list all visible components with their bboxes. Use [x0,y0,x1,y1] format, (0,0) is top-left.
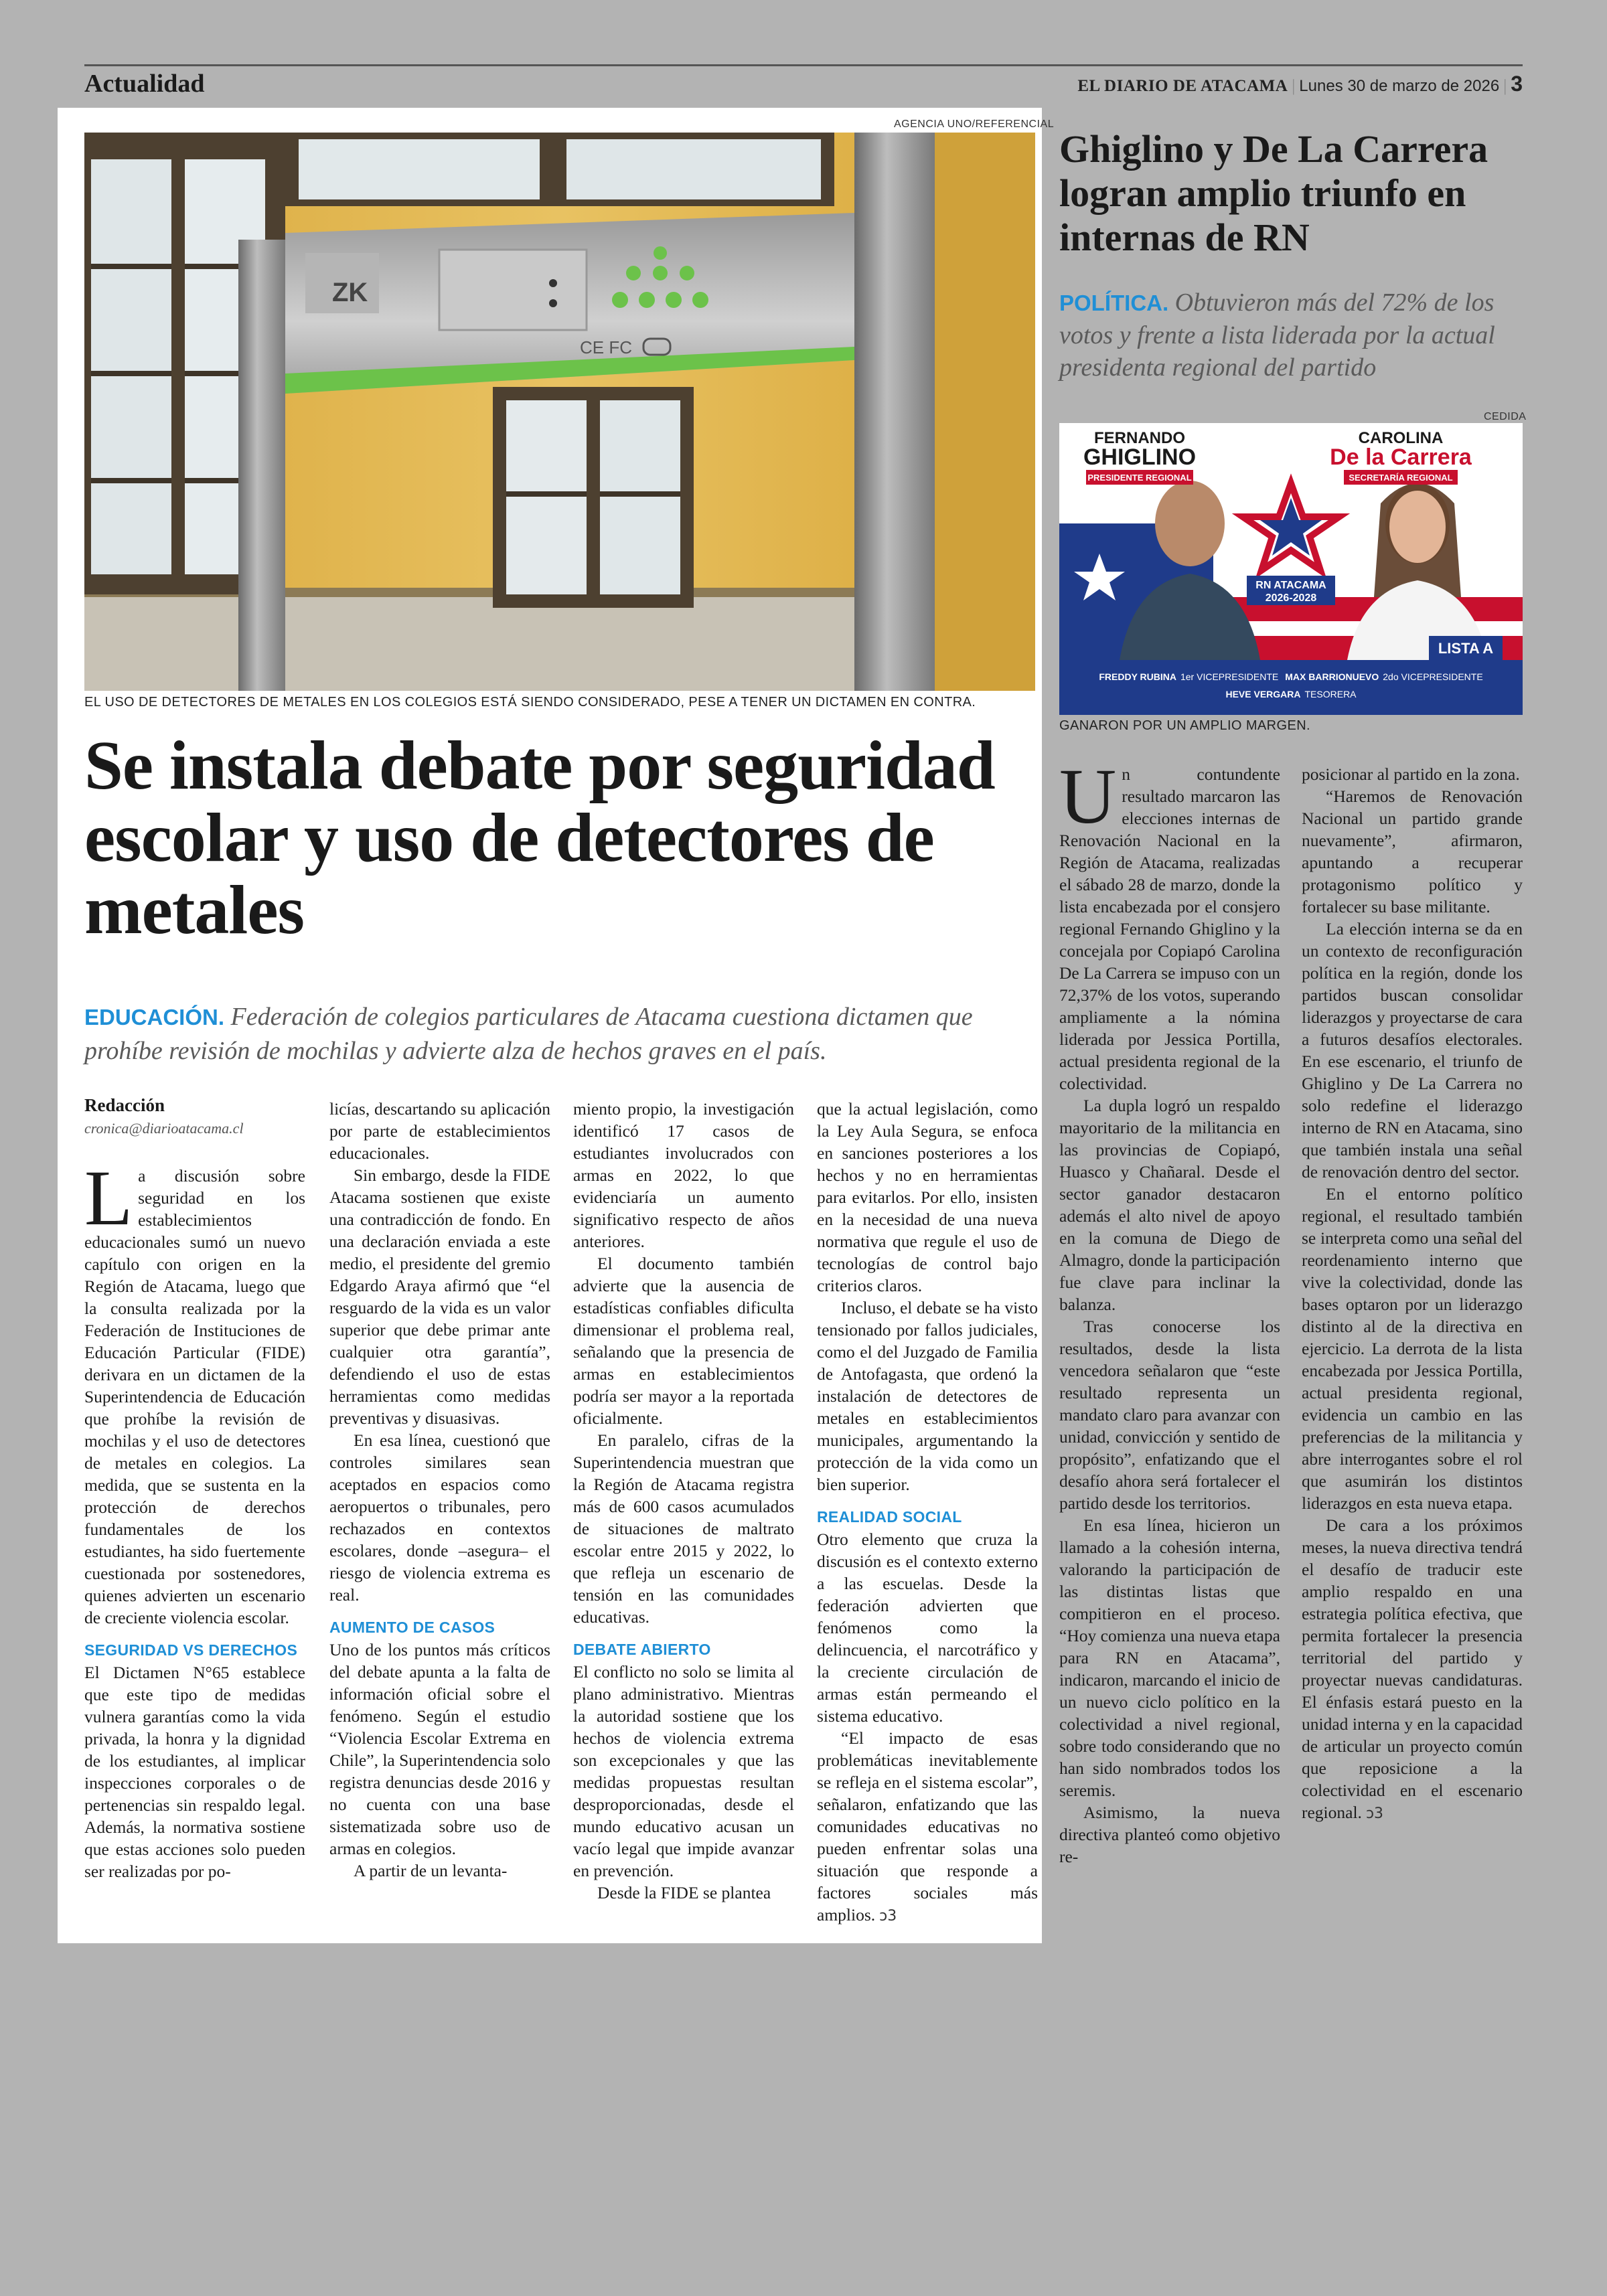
paragraph: Uno de los puntos más críticos del debate apunta a la falta de información oficial sobre el fenómeno. Según el estudio “Violencia Escolar Extrema en Chile”, la Superintendencia solo registra denuncias desde 2016 y no cuenta con una base sistematizada sobre uso de armas en colegios. [329,1640,550,1858]
svg-text:CE FC: CE FC [580,337,632,357]
poster-right-role: SECRETARÍA REGIONAL [1349,473,1453,483]
paragraph [1059,752,1280,1094]
poster-left-first: FERNANDO [1094,429,1185,447]
paragraph [1302,1514,1523,1825]
issue-date: Lunes 30 de marzo de 2026 [1299,77,1500,95]
side-photo-caption: GANARON POR UN AMPLIO MARGEN. [1059,718,1310,733]
section-name: Actualidad [84,70,205,98]
paragraph: “Haremos de Renovación Nacional un partido grande nuevamente”, afirmaron, apuntando a recuperar protagonismo político y fortalecer su base militante. [1302,787,1523,916]
paragraph: Otro elemento que cruza la discusión es el contexto externo a las escuelas. Desde la federación advierten que fenómenos como la delincuencia, el narcotráfico y la creciente circulación de armas están permeando el sistema educativo. [817,1530,1038,1726]
paragraph: posicionar al partido en la zona. [1302,764,1520,784]
paragraph: miento propio, la investigación identificó 17 casos de estudiantes involucrados con armas en 2022, lo que evidenciaría un aumento significativo respecto de años anteriores. [573,1099,794,1251]
paragraph: El documento también advierte que la ausencia de estadísticas confiables dificulta dimensionar el problema real, señalando que la presencia de armas en establecimientos podría ser mayor a la reportada oficialmente. [573,1254,794,1428]
paragraph: En paralelo, cifras de la Superintendencia muestran que la Región de Atacama registra más de 600 casos acumulados de situaciones de maltrato escolar entre 2015 y 2022, lo que refleja un escenario de tensión en las comunidades educativas. [573,1430,794,1627]
main-kicker: EDUCACIÓN. [84,1005,225,1030]
metal-detector-illustration [84,133,1035,691]
poster-right-last: De la Carrera [1330,444,1472,470]
byline-email: cronica@diarioatacama.cl [84,1120,244,1137]
paragraph: que la actual legislación, como la Ley Aula Segura, se enfoca en sanciones posteriores a los hechos y no en herramientas para evitarlos. Por ello, insisten en la necesidad de una nueva normativa que regule el uso de tecnologías de control bajo criterios claros. [817,1099,1038,1295]
header-separator-2: | [1503,77,1507,95]
paragraph: En esa línea, hicieron un llamado a la cohesión interna, valorando la participación de las distintas listas que compitieron en el proceso. “Hoy comienza una nueva etapa para RN en Atacama”, indicaron, marcando el inicio de un nuevo ciclo político en la colectividad a nivel regional, sobre todo considerando que no han sido nombrados todos los seremis. [1059,1515,1280,1800]
main-column-1 [84,1154,305,1882]
paragraph [84,1154,305,1629]
paragraph: La dupla logró un respaldo mayoritario de la militancia en las provincias de Copiapó, Huasco y Chañaral. Desde el sector ganador destacaron además el alto nivel de apoyo en la comuna de Diego de Almagro, donde la participación fue clave para inclinar la balanza. [1059,1096,1280,1314]
paragraph: En esa línea, cuestionó que controles similares sean aceptados en espacios como aeropuertos o tribunales, pero rechazados en contextos escolares, donde –asegura– el riesgo de violencia extrema es real. [329,1430,550,1605]
paragraph: Incluso, el debate se ha visto tensionado por fallos judiciales, como el del Juzgado de Familia de Antofagasta, que ordenó la instalación de detectores de metales en establecimientos municipales, argumentando la protección de la vida como un bien superior. [817,1298,1038,1494]
end-mark-icon: ↄ3 [1365,1805,1384,1822]
side-column-1 [1059,752,1280,1868]
header-separator: | [1292,77,1296,95]
byline [84,1095,305,1137]
side-deck-text: Obtuvieron más del 72% de los votos y frente a lista liderada por la actual presidenta regional del partido [1059,289,1495,382]
paragraph: El conflicto no solo se limita al plano administrativo. Mientras la autoridad sostiene que los hechos de violencia extrema son excepcionales y que las medidas propuestas resultan desproporcionadas, desde el mundo educativo acusan un vacío legal que impide avanzar en prevención. [573,1662,794,1880]
paragraph: A partir de un levanta- [354,1861,508,1880]
masthead-info [1077,72,1523,96]
poster-list-label: LISTA A [1438,640,1494,657]
main-column-2 [329,1098,550,1882]
paragraph: Sin embargo, desde la FIDE Atacama sostienen que existe una contradicción de fondo. En una declaración enviada a este medio, el presidente del gremio Edgardo Araya afirmó que “el resguardo de la vida es un valor superior que debe primar ante cualquier otra garantía”, defendiendo el uso de estas herramientas como medidas preventivas y disuasivas. [329,1165,550,1428]
side-headline: Ghiglino y De La Carrera logran amplio triunfo en internas de RN [1059,127,1488,259]
main-photo-caption: EL USO DE DETECTORES DE METALES EN LOS COLEGIOS ESTÁ SIENDO CONSIDERADO, PESE A TENER UN DICTAMEN EN CONTRA. [84,695,976,710]
paragraph: El Dictamen N°65 establece que este tipo de medidas vulnera garantías como la vida privada, la honra y la dignidad de los estudiantes, al implicar inspecciones corporales o de pertenencias sin respaldo legal. Además, la normativa sostiene que estas acciones solo pueden ser realizadas por po- [84,1663,305,1881]
paragraph-text: a discusión sobre seguridad en los establecimientos educacionales sumó un nuevo capítulo con origen en la Región de Atacama, luego que la consulta realizada por la Federación de Instituciones de Educación Particular (FIDE) derivara en un dictamen de la Superintendencia de Educación que prohíbe la revisión de mochilas y el uso de detectores de metales en colegios. La medida, que se sustenta en la protección de derechos fundamentales de los estudiantes, ha sido fuertemente cuestionada por sostenedores, quienes advierten un escenario de creciente violencia escolar. [84,1166,305,1627]
campaign-poster [1059,423,1523,715]
poster-footer-line1: FREDDY RUBINA 1er VICEPRESIDENTE MAX BARRIONUEVO 2do VICEPRESIDENTE [1099,671,1483,682]
paragraph: En el entorno político regional, el resultado también se interpreta como una señal del reordenamiento interno que vive la colectividad, donde las bases optaron por un liderazgo distinto al de la directiva en ejercicio. La derrota de la lista encabezada por Jessica Portilla, actual presidenta regional, evidencia un cambio en las preferencias de la militancia y abre interrogantes sobre el rol que asumirán los distintos liderazgos en esta nueva etapa. [1302,1184,1523,1513]
page-number: 3 [1511,72,1523,96]
side-photo-credit: CEDIDA [1484,411,1527,422]
end-mark-icon: ↄ3 [879,1908,897,1924]
metal-detector-photo [84,133,1035,691]
main-deck-text: Federación de colegios particulares de Atacama cuestiona dictamen que prohíbe revisión de mochilas y advierte alza de hechos graves en el país. [84,1003,973,1065]
dropcap: L [84,1154,133,1242]
main-deck [84,1000,1035,1068]
subheading: AUMENTO DE CASOS [329,1619,495,1636]
side-column-2 [1302,763,1523,1825]
page-header [84,64,1523,96]
main-headline: Se instala debate por seguridad escolar y uso de detectores de metales [84,727,995,949]
main-photo-credit: AGENCIA UNO/REFERENCIAL [894,118,1055,130]
subheading: SEGURIDAD VS DERECHOS [84,1641,298,1659]
paragraph: Desde la FIDE se plantea [597,1883,771,1902]
poster-footer-line2: HEVE VERGARA TESORERA [1225,689,1357,700]
poster-center-line1: RN ATACAMA [1255,580,1326,591]
poster-right-first: CAROLINA [1358,429,1444,447]
main-column-3 [573,1098,794,1904]
poster-left-last: GHIGLINO [1083,444,1197,470]
detector-brand: ZK [332,278,368,307]
paragraph-text: De cara a los próximos meses, la nueva directiva tendrá el desafío de traducir este amplio respaldo en una estrategia política efectiva, que permita fortalecer la presencia territorial del partido y proyectar nuevas candidaturas. El énfasis estará puesto en la unidad interna y en la capacidad de articular un proyecto común que reposicione a la colectividad en el escenario regional. [1302,1515,1523,1822]
newspaper-name: EL DIARIO DE ATACAMA [1077,77,1288,95]
byline-name: Redacción [84,1095,165,1115]
paragraph: Tras conocerse los resultados, desde la lista vencedora señalaron que “este resultado representa un mandato claro para avanzar con unidad, convicción y sentido de propósito”, enfatizando que el desafío ahora será fortalecer el partido desde los territorios. [1059,1317,1280,1513]
dropcap: U [1059,752,1117,840]
paragraph: Asimismo, la nueva directiva planteó como objetivo re- [1059,1803,1280,1866]
main-column-4 [817,1098,1038,1927]
poster-center-line2: 2026-2028 [1265,592,1317,604]
paragraph: licías, descartando su aplicación por parte de establecimientos educacionales. [329,1099,550,1163]
campaign-poster-graphic [1059,423,1523,715]
paragraph-text: “El impacto de esas problemáticas inevitablemente se refleja en el sistema escolar”, señalaron, enfatizando que las comunidades educativas no pueden enfrentar solas una situación que responde a factores sociales más amplios. [817,1728,1038,1924]
paragraph [817,1727,1038,1927]
poster-left-role: PRESIDENTE REGIONAL [1087,473,1192,483]
subheading: REALIDAD SOCIAL [817,1508,962,1526]
paragraph: La elección interna se da en un contexto de reconfiguración política en la región, donde los partidos buscan consolidar liderazgos y proyectarse de cara a futuros desafíos electorales. En ese escenario, el triunfo de Ghiglino y De La Carrera no solo redefine el liderazgo interno de RN en Atacama, sino que también instala una señal de renovación dentro del sector. [1302,919,1523,1181]
subheading: DEBATE ABIERTO [573,1641,711,1658]
side-kicker: POLÍTICA. [1059,291,1169,315]
side-deck [1059,286,1528,384]
paragraph-text: n contundente resultado marcaron las elecciones internas de Renovación Nacional en la Región de Atacama, realizadas el sábado 28 de marzo, donde la lista encabezada por el consjero regional Fernando Ghiglino y la concejala por Copiapó Carolina De La Carrera se impuso con un 72,37% de los votos, superando ampliamente a la nómina liderada por Jessica Portilla, actual presidenta regional de la colectividad. [1059,764,1280,1093]
